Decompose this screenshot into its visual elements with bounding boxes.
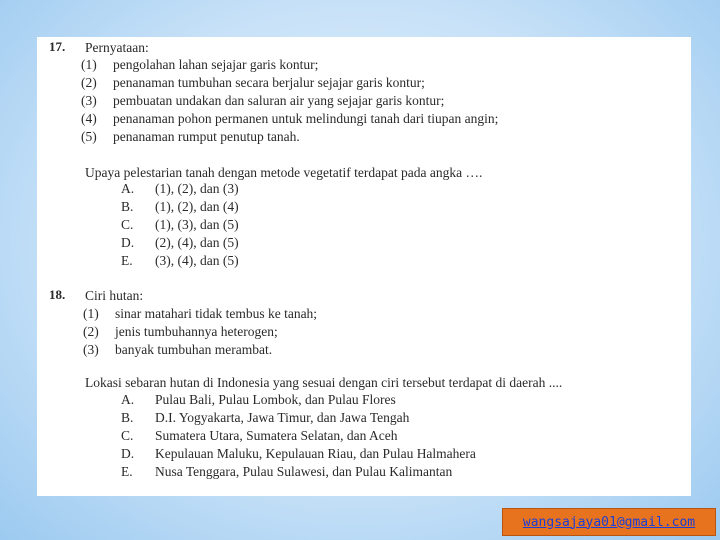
statement-item: (4) penanaman pohon permanen untuk melindungi tanah dari tiupan angin;	[81, 111, 499, 126]
answer-option-b[interactable]: B. D.I. Yogyakarta, Jawa Timur, dan Jawa Tengah	[121, 410, 410, 425]
statement-item: (3) banyak tumbuhan merambat.	[83, 342, 273, 357]
statement-item: (3) pembuatan undakan dan saluran air yang sejajar garis kontur;	[81, 93, 445, 108]
email-footer	[502, 508, 716, 536]
statement-item: (1) sinar matahari tidak tembus ke tanah;	[83, 306, 318, 321]
answer-option-c[interactable]: C. (1), (3), dan (5)	[121, 217, 239, 232]
statement-item: (1) pengolahan lahan sejajar garis kontur;	[81, 57, 319, 72]
question-number: 18.	[49, 287, 66, 302]
answer-option-d[interactable]: D. (2), (4), dan (5)	[121, 235, 239, 250]
answer-option-a[interactable]: A. Pulau Bali, Pulau Lombok, dan Pulau Flores	[121, 392, 396, 407]
answer-option-e[interactable]: E. Nusa Tenggara, Pulau Sulawesi, dan Pulau Kalimantan	[121, 464, 453, 479]
answer-option-a[interactable]: A. (1), (2), dan (3)	[121, 181, 239, 196]
answer-option-d[interactable]: D. Kepulauan Maluku, Kepulauan Riau, dan Pulau Halmahera	[121, 446, 476, 461]
exam-page	[37, 37, 691, 496]
answer-option-e[interactable]: E. (3), (4), dan (5)	[121, 253, 239, 268]
statement-item: (5) penanaman rumput penutup tanah.	[81, 129, 300, 144]
question-prompt: Lokasi sebaran hutan di Indonesia yang sesuai dengan ciri tersebut terdapat di daerah ....	[85, 375, 563, 390]
question-number: 17.	[49, 39, 66, 54]
statement-item: (2) jenis tumbuhannya heterogen;	[83, 324, 278, 339]
question-label: Ciri hutan:	[85, 288, 144, 303]
question-prompt: Upaya pelestarian tanah dengan metode vegetatif terdapat pada angka ….	[85, 165, 483, 180]
email-link[interactable]: wangsajaya01@gmail.com	[522, 514, 696, 530]
answer-option-c[interactable]: C. Sumatera Utara, Sumatera Selatan, dan Aceh	[121, 428, 398, 443]
statement-item: (2) penanaman tumbuhan secara berjalur sejajar garis kontur;	[81, 75, 425, 90]
answer-option-b[interactable]: B. (1), (2), dan (4)	[121, 199, 239, 214]
question-label: Pernyataan:	[85, 40, 149, 55]
